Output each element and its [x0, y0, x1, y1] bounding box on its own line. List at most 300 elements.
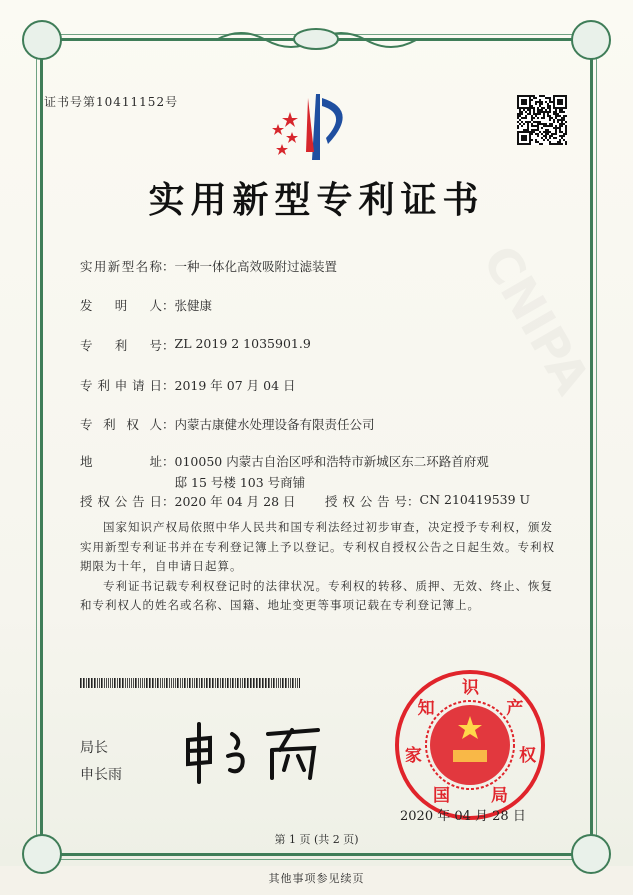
qr-module: [533, 125, 535, 127]
field-value: 2020 年 04 月 28 日: [174, 494, 296, 509]
qr-module: [527, 123, 529, 125]
qr-module: [543, 131, 545, 133]
qr-module: [539, 99, 541, 101]
qr-module: [543, 107, 545, 109]
barcode-bar: [250, 678, 252, 688]
field-value: 010050 内蒙古自治区呼和浩特市新城区东二环路首府观: [174, 454, 489, 469]
qr-module: [553, 137, 555, 139]
barcode-bar: [149, 678, 151, 688]
qr-module: [537, 125, 539, 127]
qr-module: [539, 111, 541, 113]
qr-module: [559, 135, 561, 137]
barcode-bar: [184, 678, 186, 688]
barcode-bar: [232, 678, 234, 688]
qr-module: [527, 95, 529, 97]
barcode-bar: [285, 678, 287, 688]
barcode-bar: [152, 678, 154, 688]
qr-module: [565, 133, 567, 135]
qr-module: [561, 131, 563, 133]
qr-module: [561, 125, 563, 127]
seal-character: 国: [433, 786, 450, 807]
qr-module: [541, 143, 543, 145]
qr-module: [517, 135, 519, 137]
qr-module: [553, 127, 555, 129]
qr-module: [529, 103, 531, 105]
qr-module: [537, 133, 539, 135]
qr-module: [525, 135, 527, 137]
qr-module: [549, 99, 551, 101]
qr-module: [529, 141, 531, 143]
barcode-bar: [222, 678, 224, 688]
qr-module: [549, 119, 551, 121]
qr-module: [529, 111, 531, 113]
qr-module: [531, 105, 533, 107]
qr-module: [563, 115, 565, 117]
qr-module: [563, 117, 565, 119]
barcode-bar: [101, 678, 103, 688]
field-row: [80, 415, 375, 433]
qr-module: [541, 123, 543, 125]
document-title: 实用新型专利证书: [148, 179, 485, 221]
seal-character: 局: [491, 786, 508, 807]
qr-module: [521, 135, 523, 137]
qr-module: [555, 125, 557, 127]
qr-module: [529, 139, 531, 141]
barcode-bar: [280, 678, 281, 688]
qr-module: [535, 103, 537, 105]
barcode-bar: [169, 678, 170, 688]
qr-module: [541, 137, 543, 139]
qr-module: [563, 133, 565, 135]
qr-module: [547, 125, 549, 127]
qr-module: [531, 125, 533, 127]
qr-module: [543, 125, 545, 127]
qr-module: [563, 107, 565, 109]
qr-module: [559, 119, 561, 121]
qr-module: [559, 127, 561, 129]
qr-module: [559, 141, 561, 143]
qr-module: [541, 127, 543, 129]
qr-module: [533, 131, 535, 133]
statement-paragraph: 国家知识产权局依照中华人民共和国专利法经过初步审查，决定授予专利权，颁发实用新型专利证书并在专利登记簿上予以登记。专利权自授权公告之日起生效。专利权期限为十年，自申请日起算。: [80, 520, 555, 573]
qr-module: [559, 125, 561, 127]
qr-module: [525, 139, 527, 141]
qr-module: [541, 117, 543, 119]
seal-character: 家: [404, 746, 422, 767]
qr-module: [529, 105, 531, 107]
qr-module: [559, 109, 561, 111]
qr-module: [561, 117, 563, 119]
qr-module: [535, 125, 537, 127]
qr-module: [525, 115, 527, 117]
qr-module: [523, 103, 525, 105]
corner-ornament: [571, 20, 611, 60]
qr-module: [533, 95, 535, 97]
qr-module: [533, 111, 535, 113]
barcode-bar: [140, 678, 141, 688]
qr-module: [521, 143, 523, 145]
qr-module: [517, 107, 519, 109]
qr-module: [555, 111, 557, 113]
qr-module: [553, 119, 555, 121]
barcode-bar: [162, 678, 163, 688]
seal-character: 识: [462, 678, 479, 698]
barcode-bar: [247, 678, 249, 688]
qr-module: [561, 135, 563, 137]
field-row: [80, 452, 489, 491]
colon: ：: [407, 494, 420, 509]
qr-module: [557, 119, 559, 121]
qr-module: [537, 121, 539, 123]
qr-module: [525, 107, 527, 109]
qr-module: [517, 133, 519, 135]
qr-module: [543, 135, 545, 137]
colon: ：: [162, 494, 175, 509]
qr-module: [565, 107, 567, 109]
corner-ornament: [22, 20, 62, 60]
qr-module: [545, 135, 547, 137]
qr-module: [553, 105, 555, 107]
qr-module: [555, 117, 557, 119]
qr-module: [521, 139, 523, 141]
qr-module: [525, 121, 527, 123]
barcode-bar: [155, 678, 156, 688]
field-value: 张健康: [174, 298, 213, 313]
barcode-bar: [227, 678, 229, 688]
qr-module: [537, 117, 539, 119]
qr-module: [517, 101, 519, 103]
qr-module: [529, 137, 531, 139]
qr-module: [523, 117, 525, 119]
qr-module: [547, 129, 549, 131]
qr-module: [565, 143, 567, 145]
qr-module: [543, 95, 545, 97]
qr-module: [549, 125, 551, 127]
qr-module: [523, 131, 525, 133]
qr-module: [523, 109, 525, 111]
field-row: [80, 492, 296, 510]
qr-module: [555, 129, 557, 131]
qr-module: [565, 121, 567, 123]
qr-module: [535, 141, 537, 143]
qr-module: [523, 143, 525, 145]
qr-module: [555, 143, 557, 145]
barcode-bar: [127, 678, 128, 688]
announcement-number: [325, 492, 530, 510]
qr-module: [535, 129, 537, 131]
qr-module: [529, 95, 531, 97]
qr-module: [529, 143, 531, 145]
barcode-bar: [173, 678, 174, 688]
qr-module: [565, 105, 567, 107]
qr-module: [551, 101, 553, 103]
barcode-bar: [129, 678, 130, 688]
barcode-bar: [142, 678, 143, 688]
qr-module: [541, 107, 543, 109]
field-row: [80, 296, 212, 314]
qr-module: [529, 107, 531, 109]
qr-module: [559, 107, 561, 109]
qr-module: [561, 109, 563, 111]
seal-character: 产: [506, 698, 524, 719]
qr-module: [533, 113, 535, 115]
qr-module: [531, 117, 533, 119]
colon: ：: [162, 378, 175, 393]
qr-module: [523, 95, 525, 97]
qr-module: [563, 123, 565, 125]
qr-module: [559, 111, 561, 113]
qr-module: [527, 131, 529, 133]
colon: ：: [162, 298, 175, 313]
qr-module: [533, 121, 535, 123]
barcode-bar: [230, 678, 231, 688]
qr-module: [539, 131, 541, 133]
qr-module: [517, 141, 519, 143]
qr-module: [557, 121, 559, 123]
qr-module: [551, 133, 553, 135]
qr-module: [549, 117, 551, 119]
qr-module: [535, 121, 537, 123]
qr-module: [549, 131, 551, 133]
qr-module: [517, 121, 519, 123]
barcode-bar: [235, 678, 236, 688]
qr-module: [531, 115, 533, 117]
qr-module: [565, 99, 567, 101]
barcode-bar: [204, 678, 205, 688]
qr-module: [565, 125, 567, 127]
qr-module: [545, 109, 547, 111]
qr-module: [547, 103, 549, 105]
barcode-bar: [253, 678, 255, 688]
qr-module: [521, 137, 523, 139]
qr-module: [531, 129, 533, 131]
qr-module: [547, 139, 549, 141]
barcode-bar: [110, 678, 111, 688]
qr-module: [521, 111, 523, 113]
qr-module: [553, 103, 555, 105]
qr-module: [517, 139, 519, 141]
qr-module: [537, 123, 539, 125]
barcode-bar: [187, 678, 188, 688]
qr-module: [539, 103, 541, 105]
qr-module: [531, 133, 533, 135]
qr-module: [561, 95, 563, 97]
qr-module: [517, 137, 519, 139]
barcode-bar: [265, 678, 267, 688]
qr-module: [555, 107, 557, 109]
qr-module: [553, 97, 555, 99]
qr-module: [533, 107, 535, 109]
qr-module: [519, 143, 521, 145]
qr-module: [553, 121, 555, 123]
qr-module: [517, 99, 519, 101]
colon: ：: [162, 259, 175, 274]
barcode-bar: [256, 678, 258, 688]
qr-module: [565, 97, 567, 99]
qr-module: [537, 101, 539, 103]
qr-module: [553, 133, 555, 135]
qr-module: [561, 119, 563, 121]
qr-module: [517, 113, 519, 115]
barcode-bar: [276, 678, 277, 688]
qr-module: [553, 113, 555, 115]
qr-module: [535, 139, 537, 141]
qr-module: [523, 129, 525, 131]
barcode-bar: [199, 678, 200, 688]
qr-module: [517, 103, 519, 105]
qr-module: [517, 97, 519, 99]
qr-module: [529, 131, 531, 133]
qr-module: [521, 101, 523, 103]
qr-module: [561, 103, 563, 105]
qr-module: [519, 95, 521, 97]
qr-module: [563, 95, 565, 97]
field-label: 实用新型名称: [80, 259, 162, 274]
qr-module: [549, 111, 551, 113]
field-row: [80, 376, 296, 394]
qr-module: [563, 139, 565, 141]
qr-module: [565, 129, 567, 131]
qr-module: [561, 99, 563, 101]
qr-module: [545, 97, 547, 99]
barcode-bar: [171, 678, 172, 688]
qr-module: [529, 109, 531, 111]
qr-module: [523, 101, 525, 103]
qr-module: [537, 127, 539, 129]
qr-module: [561, 101, 563, 103]
barcode-bar: [242, 678, 243, 688]
qr-module: [549, 107, 551, 109]
qr-module: [537, 113, 539, 115]
qr-module: [529, 113, 531, 115]
qr-module: [543, 139, 545, 141]
qr-module: [545, 125, 547, 127]
field-label: 授权公告号: [325, 494, 407, 509]
barcode-bar: [220, 678, 221, 688]
seal-character: 知: [417, 698, 435, 719]
qr-module: [565, 101, 567, 103]
qr-module: [535, 97, 537, 99]
qr-module: [531, 131, 533, 133]
handwritten-signature: [180, 720, 325, 785]
qr-module: [527, 127, 529, 129]
qr-module: [529, 97, 531, 99]
qr-module: [531, 123, 533, 125]
qr-module: [549, 143, 551, 145]
qr-module: [549, 137, 551, 139]
field-row: [80, 336, 311, 354]
qr-module: [559, 103, 561, 105]
barcode: [80, 678, 300, 688]
qr-module: [547, 113, 549, 115]
field-value: 一种一体化高效吸附过滤装置: [174, 259, 338, 274]
field-label: 授权公告日: [80, 494, 162, 509]
barcode-bar: [166, 678, 168, 688]
barcode-bar: [83, 678, 85, 688]
barcode-bar: [271, 678, 272, 688]
qr-module: [519, 107, 521, 109]
qr-module: [531, 139, 533, 141]
barcode-bar: [259, 678, 261, 688]
qr-module: [563, 111, 565, 113]
qr-module: [539, 95, 541, 97]
qr-module: [561, 137, 563, 139]
qr-module: [525, 111, 527, 113]
barcode-bar: [80, 678, 82, 688]
qr-module: [533, 129, 535, 131]
barcode-bar: [206, 678, 208, 688]
qr-module: [559, 115, 561, 117]
barcode-bar: [131, 678, 132, 688]
qr-module: [523, 123, 525, 125]
qr-module: [527, 113, 529, 115]
qr-module: [549, 105, 551, 107]
qr-module: [539, 123, 541, 125]
barcode-bar: [182, 678, 183, 688]
qr-module: [519, 123, 521, 125]
qr-module: [519, 109, 521, 111]
qr-module: [523, 135, 525, 137]
qr-module: [539, 143, 541, 145]
qr-module: [517, 105, 519, 107]
qr-module: [527, 143, 529, 145]
barcode-bar: [125, 678, 126, 688]
qr-module: [545, 101, 547, 103]
qr-module: [555, 95, 557, 97]
barcode-bar: [106, 678, 107, 688]
qr-module: [517, 95, 519, 97]
qr-module: [559, 143, 561, 145]
qr-module: [565, 131, 567, 133]
qr-module: [517, 143, 519, 145]
qr-module: [545, 131, 547, 133]
qr-module: [521, 125, 523, 127]
qr-module: [519, 131, 521, 133]
barcode-bar: [86, 678, 87, 688]
barcode-bar: [94, 678, 96, 688]
barcode-bar: [135, 678, 137, 688]
qr-module: [557, 115, 559, 117]
qr-module: [547, 105, 549, 107]
field-value: 内蒙古康健水处理设备有限责任公司: [174, 417, 375, 432]
qr-module: [545, 129, 547, 131]
qr-module: [523, 107, 525, 109]
qr-module: [527, 129, 529, 131]
qr-module: [553, 99, 555, 101]
qr-module: [533, 109, 535, 111]
qr-module: [537, 141, 539, 143]
qr-module: [559, 95, 561, 97]
colon: ：: [162, 417, 175, 432]
barcode-bar: [180, 678, 181, 688]
continuation-note: 其他事项参见续页: [268, 872, 365, 885]
qr-module: [525, 99, 527, 101]
qr-module: [553, 143, 555, 145]
qr-module: [525, 129, 527, 131]
qr-module: [531, 95, 533, 97]
qr-module: [547, 115, 549, 117]
barcode-bar: [297, 678, 298, 688]
barcode-bar: [144, 678, 145, 688]
qr-module: [549, 97, 551, 99]
qr-module: [549, 123, 551, 125]
barcode-bar: [217, 678, 219, 688]
barcode-bar: [225, 678, 226, 688]
certificate-number: 证书号第10411152号: [44, 95, 179, 109]
barcode-bar: [138, 678, 139, 688]
qr-module: [551, 125, 553, 127]
qr-module: [529, 99, 531, 101]
